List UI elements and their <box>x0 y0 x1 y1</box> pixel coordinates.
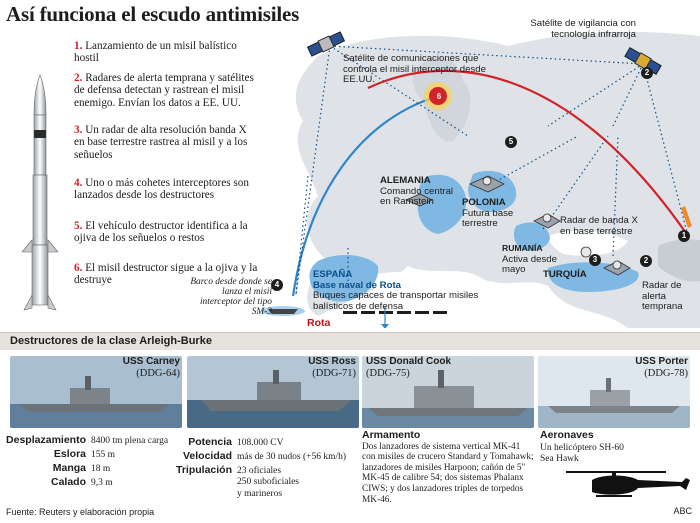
label-radar-alerta: Radar de alerta temprana <box>642 280 683 313</box>
label-espana-name: ESPAÑA <box>313 269 353 280</box>
missile-illustration <box>10 70 70 315</box>
label-rota-desc: Buques capaces de transportar misiles balísticos de defensa <box>313 290 479 312</box>
spec-key: Manga <box>52 462 86 474</box>
armamento-title: Armamento <box>362 429 421 441</box>
step-3 <box>74 124 260 161</box>
ship-code: (DDG-78) <box>644 367 688 379</box>
badge-step-2b: 2 <box>640 255 652 267</box>
spec-value: 155 m <box>91 450 116 460</box>
spec-row <box>176 450 346 462</box>
label-alemania-name: ALEMANIA <box>380 175 431 186</box>
step-text: El misil destructor sigue a la ojiva y la destruye <box>74 262 258 287</box>
spec-value: más de 30 nudos (+56 km/h) <box>237 452 347 462</box>
step-text: El vehículo destructor identifica a la ojiva de los señuelos o restos <box>74 220 248 245</box>
helicopter-icon <box>562 466 692 506</box>
label-turquia: TURQUÍA <box>543 269 587 280</box>
spec-key: Potencia <box>188 436 232 448</box>
badge-step-2: 2 <box>641 67 653 79</box>
spec-value: 18 m <box>91 464 111 474</box>
step-text: Radares de alerta temprana y satélites de defensa detectan y rastrean el misil enemigo. Envían los datos a EE. UU. <box>74 72 254 109</box>
spec-value: 250 suboficiales <box>237 477 300 487</box>
label-espana <box>313 270 493 312</box>
spec-key: Calado <box>50 476 86 488</box>
step-num: 4. <box>74 177 83 189</box>
spec-value: 9,3 m <box>91 478 113 488</box>
ship-label-donald-cook <box>366 356 451 379</box>
step-2 <box>74 72 260 109</box>
aeronaves-block <box>540 430 690 465</box>
step-text: Uno o más cohetes interceptores son lanzados desde los destructores <box>74 177 249 202</box>
spec-value: 108.000 CV <box>237 438 284 448</box>
label-rota: Rota <box>307 317 331 329</box>
label-polonia <box>462 198 542 230</box>
source-footer: Fuente: Reuters y elaboración propia <box>6 507 155 517</box>
step-6 <box>74 262 260 287</box>
spec-row <box>4 476 113 488</box>
armamento-text: Dos lanzadores de sistema vertical MK-41 con misiles de crucero Standard y Tomahawk; lanzadores de misiles Harpoon; cañón de 5" MK-45 de calibre 54; dos sistemas Phalanx CIWS; y dos lanzadores triples de torpedos MK-46. <box>362 441 534 505</box>
spec-value: y marineros <box>237 489 283 499</box>
label-polonia-desc: Futura base terrestre <box>462 207 514 230</box>
aeronaves-title: Aeronaves <box>540 429 594 441</box>
ship-code: (DDG-64) <box>136 367 180 379</box>
badge-step-3: 3 <box>589 254 601 266</box>
label-rota-title: Base naval de Rota <box>313 279 401 291</box>
ship-name: USS Donald Cook <box>366 356 452 367</box>
label-sat-infra: Satélite de vigilancia con tecnología infrarroja <box>530 18 636 40</box>
armamento-block <box>362 430 534 505</box>
spec-key: Tripulación <box>176 464 233 476</box>
label-alemania-desc: Comando central en Ramstein <box>380 185 454 208</box>
spec-value: 8400 tm plena carga <box>91 436 169 446</box>
section-title: Destructores de la clase Arleigh-Burke <box>10 335 212 347</box>
badge-step-6: 6 <box>433 91 445 103</box>
spec-key: Eslora <box>53 448 86 460</box>
step-num: 6. <box>74 262 83 274</box>
ship-name: USS Carney <box>122 356 180 367</box>
label-rumania-name: RUMANÍA <box>502 243 543 253</box>
step-num: 5. <box>74 220 83 232</box>
label-radar-x: Radar de banda X en base terrestre <box>560 215 638 237</box>
spec-row <box>176 488 282 499</box>
step-5 <box>74 220 260 245</box>
aeronaves-text: Un helicóptero SH-60 Sea Hawk <box>540 443 624 464</box>
label-polonia-name: POLONIA <box>462 197 506 208</box>
ship-code: (DDG-71) <box>312 367 356 379</box>
step-text: Lanzamiento de un misil balístico hostil <box>74 40 237 65</box>
label-sat-comms: Satélite de comunicaciones que controla el misil interceptor desde EE.UU. <box>343 53 486 86</box>
badge-step-1: 1 <box>678 230 690 242</box>
label-barco: Barco desde donde se lanza el misil interceptor del tipo SM-3 <box>190 277 272 317</box>
label-rumania-desc: Activa desde mayo <box>502 253 557 276</box>
spec-row <box>4 462 110 474</box>
page-title: Así funciona el escudo antimisiles <box>6 2 300 26</box>
step-num: 2. <box>74 72 83 84</box>
spec-row <box>176 476 299 487</box>
spec-value: 23 oficiales <box>237 466 282 476</box>
ship-name: USS Porter <box>635 356 688 367</box>
step-1 <box>74 40 260 65</box>
badge-step-4: 4 <box>271 279 283 291</box>
ship-code: (DDG-75) <box>366 367 410 379</box>
spec-row <box>4 434 168 446</box>
spec-row <box>176 436 283 448</box>
step-text: Un radar de alta resolución banda X en base terrestre rastrea al misil y a los señuelos <box>74 124 248 161</box>
ship-label-carney <box>122 356 180 379</box>
badge-step-5: 5 <box>505 136 517 148</box>
section-header <box>0 332 700 350</box>
credit-label: ABC <box>673 506 692 516</box>
ship-name: USS Ross <box>308 356 356 367</box>
ship-label-porter <box>626 356 688 379</box>
spec-key: Desplazamiento <box>6 434 86 446</box>
spec-row <box>4 448 115 460</box>
spec-row <box>176 464 281 476</box>
label-alemania <box>380 176 466 208</box>
step-num: 3. <box>74 124 83 136</box>
spec-key: Velocidad <box>182 450 232 462</box>
step-4 <box>74 177 260 202</box>
ship-label-ross <box>292 356 356 379</box>
step-num: 1. <box>74 40 83 52</box>
